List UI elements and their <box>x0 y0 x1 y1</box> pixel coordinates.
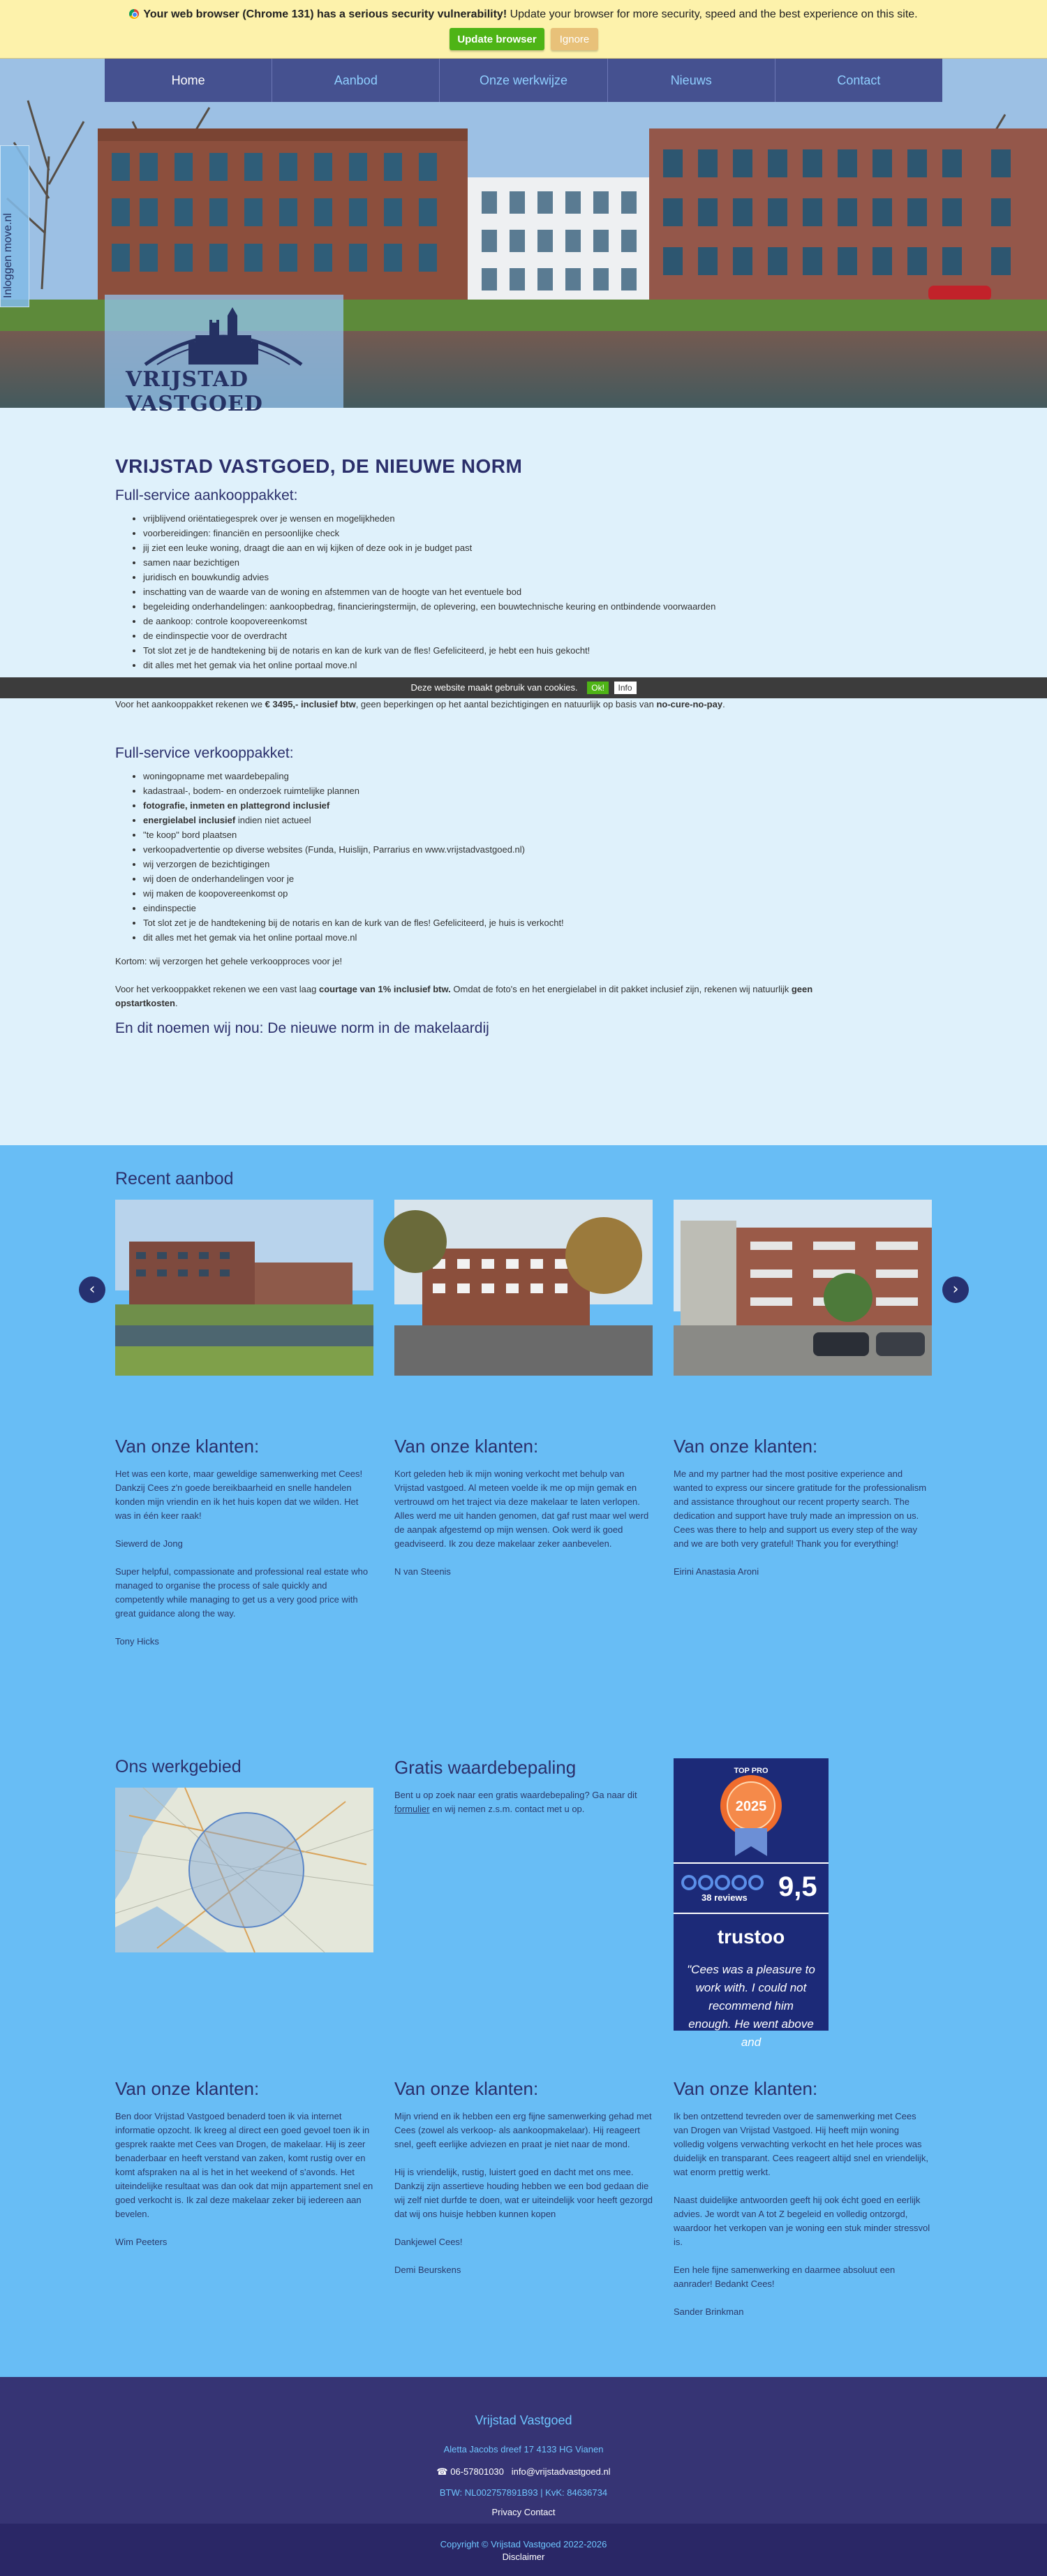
trustoo-quote: "Cees was a pleasure to work with. I could not recommend him enough. He went above and <box>687 1963 815 2049</box>
footer-privacy-link[interactable]: Privacy Contact <box>491 2507 556 2517</box>
list-item: • eindinspectie <box>143 901 939 915</box>
energie-suffix: indien niet actueel <box>235 815 311 825</box>
price-bold: no-cure-no-pay <box>656 699 723 709</box>
list-item: • fotografie, inmeten en plattegrond inclusief <box>143 798 939 813</box>
cookie-info-button[interactable]: Info <box>614 682 637 694</box>
list-item: • inschatting van de waarde van de woning en afstemmen van de hoogte van het eventuele bod <box>143 584 939 599</box>
list-item <box>143 813 939 827</box>
carousel-prev-button[interactable]: ‹ <box>79 1276 105 1303</box>
footer-address: Aletta Jacobs dreef 17 4133 HG Vianen <box>443 2444 604 2454</box>
disclaimer-link[interactable]: Disclaimer <box>502 2552 545 2562</box>
list-item: • dit alles met het gemak via het online portaal move.nl <box>143 658 939 672</box>
nav-nieuws[interactable]: Nieuws <box>608 59 775 102</box>
login-move-tab[interactable] <box>0 145 29 307</box>
footer-email[interactable]: info@vrijstadvastgoed.nl <box>511 2466 611 2477</box>
kortom-text: Kortom: wij verzorgen het gehele verkoopproces voor je! <box>115 956 343 966</box>
aankoop-price <box>115 698 939 712</box>
update-message <box>0 8 1047 21</box>
review-text: Het was een korte, maar geweldige samenwerking met Cees! Dankzij Cees z'n goede bereikbaarheid en snelle handelen konden mijn vriendin en ik het huis kopen dat we wilden. Het was in één keer raak! <box>115 1469 363 1521</box>
update-warning-bold: Your web browser (Chrome 131) has a serious security vulnerability! <box>143 8 507 20</box>
aankoop-list <box>115 511 939 672</box>
review-card <box>115 2078 373 2263</box>
recent-aanbod-title: Recent aanbod <box>115 1169 234 1188</box>
price-text: Voor het aankooppakket rekenen we <box>115 699 265 709</box>
trustoo-brand: trustoo <box>717 1926 785 1948</box>
review-text: Hij is vriendelijk, rustig, luistert goed en dacht met ons mee. Dankzij zijn assertieve houding hebben we een bod gedaan die wij zelf niet durfde te doen, wat er uiteindelijk voor heeft gezorgd dat wij ons huisje hebben kunnen kopen <box>394 2167 653 2219</box>
castle-logo-icon <box>105 295 343 371</box>
review-card <box>394 1436 653 1593</box>
review-author: Eirini Anastasia Aroni <box>674 1566 759 1577</box>
list-item: • voorbereidingen: financiën en persoonlijke check <box>143 526 939 540</box>
review-card <box>674 2078 932 2333</box>
review-text: Dankjewel Cees! <box>394 2237 463 2247</box>
carousel-next-button[interactable]: › <box>942 1276 969 1303</box>
waardebepaling-title: Gratis waardebepaling <box>394 1757 577 1778</box>
list-item: • dit alles met het gemak via het online portaal move.nl <box>143 930 939 945</box>
list-item: • wij maken de koopovereenkomst op <box>143 886 939 901</box>
hero-banner <box>0 59 1047 416</box>
review-text: Super helpful, compassionate and professional real estate who managed to organise the process of sale quickly and competently while managing to get us a very good price with great guidance along the way. <box>115 1566 369 1619</box>
review-author: Sander Brinkman <box>674 2306 744 2317</box>
review-author: Demi Beurskens <box>394 2265 461 2275</box>
trustoo-reviews: 38 reviews <box>701 1892 748 1903</box>
price-text: . <box>722 699 725 709</box>
review-text: Een hele fijne samenwerking en daarmee absoluut een aanrader! Bedankt Cees! <box>674 2265 896 2289</box>
review-text: Ben door Vrijstad Vastgoed benaderd toen ik via internet informatie opzocht. Ik kreeg al direct een goed gevoel toen ik in gesprek raakte met Cees van Drogen, de makelaar. Hij is zeer benaderbaar en heeft verstand van zaken, komt rustig over en komt afspraken na al is het in het weekend of s'avonds. Het uiteindelijke resultaat was dan ook dat mijn appartement snel en goed verkocht is. Ik zal deze makelaar zeker bij iedereen aan bevelen. <box>115 2111 373 2219</box>
intro-section <box>115 455 939 1037</box>
list-item: • vrijblijvend oriëntatiegesprek over je wensen en mogelijkheden <box>143 511 939 526</box>
review-author: N van Steenis <box>394 1566 451 1577</box>
footer <box>0 2377 1047 2524</box>
list-item: • wij doen de onderhandelingen voor je <box>143 871 939 886</box>
werkgebied-map[interactable] <box>115 1788 373 1952</box>
closing-heading: En dit noemen wij nou: De nieuwe norm in de makelaardij <box>115 1020 489 1036</box>
property-card-3[interactable] <box>674 1200 932 1376</box>
price-text: . <box>174 998 178 1008</box>
logo-text: VRIJSTAD VASTGOED <box>126 367 263 416</box>
price-bold: geen opstartkosten <box>115 984 813 1008</box>
review-heading: Van onze klanten: <box>394 1436 539 1457</box>
browser-update-bar <box>0 0 1047 59</box>
chrome-icon <box>129 9 139 19</box>
review-text: Kort geleden heb ik mijn woning verkocht met behulp van Vrijstad vastgoed. Al meteen voelde ik me op mijn gemak en vertrouwd om het traject via deze makelaar te laten verlopen. Alles werd me uit handen genomen, dat gaf rust maar wel werd de aanpak afgestemd op mijn wensen. Ook werd ik goed geadviseerd. Ik zou deze makelaar zeker aanbevelen. <box>394 1469 649 1549</box>
login-label: Inloggen move.nl <box>2 213 14 298</box>
review-card <box>394 2078 653 2291</box>
list-item: • wij verzorgen de bezichtigingen <box>143 857 939 871</box>
price-text: Omdat de foto's en het energielabel in dit pakket inclusief zijn, rekenen wij natuurlijk <box>450 984 792 994</box>
nav-onze-werkwijze[interactable]: Onze werkwijze <box>440 59 607 102</box>
werkgebied-title: Ons werkgebied <box>115 1757 242 1776</box>
list-item: • de eindinspectie voor de overdracht <box>143 628 939 643</box>
list-item: • Tot slot zet je de handtekening bij de notaris en kan de kurk van de fles! Gefeliciteerd, je huis is verkocht! <box>143 915 939 930</box>
verkoop-price <box>115 982 876 1010</box>
trustoo-year: 2025 <box>735 1799 767 1814</box>
list-item: • Tot slot zet je de handtekening bij de notaris en kan de kurk van de fles! Gefeliciteerd, je hebt een huis gekocht! <box>143 643 939 658</box>
subfooter <box>0 2524 1047 2576</box>
review-heading: Van onze klanten: <box>115 2078 260 2099</box>
phone-icon: ☎ <box>436 2466 448 2477</box>
update-warning-text: Update your browser for more security, speed and the best experience on this site. <box>507 8 918 20</box>
list-item: • samen naar bezichtigen <box>143 555 939 570</box>
waarde-text: Bent u op zoek naar een gratis waardebepaling? Ga naar dit <box>394 1790 637 1800</box>
list-item: • begeleiding onderhandelingen: aankoopbedrag, financieringstermijn, de oplevering, een bouwtechnische keuring en ontbindende voorwaarden <box>143 599 939 614</box>
footer-title: Vrijstad Vastgoed <box>475 2413 572 2427</box>
energie-bold: energielabel inclusief <box>143 815 236 825</box>
verkoop-heading: Full-service verkooppakket: <box>115 745 294 761</box>
price-text: Voor het verkooppakket rekenen we een vast laag <box>115 984 319 994</box>
verkoop-list <box>115 769 939 945</box>
review-heading: Van onze klanten: <box>115 1436 260 1457</box>
waarde-text: en wij nemen z.s.m. contact met u op. <box>429 1804 585 1814</box>
review-card <box>674 1436 932 1593</box>
list-item: • kadastraal-, bodem- en onderzoek ruimtelijke plannen <box>143 783 939 798</box>
cookie-ok-button[interactable]: Ok! <box>587 682 609 694</box>
review-heading: Van onze klanten: <box>674 2078 818 2099</box>
review-heading: Van onze klanten: <box>394 2078 539 2099</box>
logo[interactable] <box>105 295 343 416</box>
review-author: Wim Peeters <box>115 2237 168 2247</box>
property-photo <box>115 1200 373 1376</box>
review-text: Ik ben ontzettend tevreden over de samenwerking met Cees van Drogen van Vrijstad Vastgoed. Hij heeft mijn woning volledig volgens verwachting verkocht en het hele proces was duidelijk en transparant. Cees reageert altijd snel en vriendelijk, wat enorm prettig werkt. <box>674 2111 928 2177</box>
nav-contact[interactable]: Contact <box>837 73 881 87</box>
cookie-text: Deze website maakt gebruik van cookies. <box>410 682 578 693</box>
review-text: Mijn vriend en ik hebben een erg fijne samenwerking gehad met Cees (zowel als verkoop- als aankoopmakelaar). Hij reageert snel, geeft eerlijke adviezen en praat je niet naar de mond. <box>394 2111 652 2149</box>
trustoo-widget[interactable] <box>674 1758 829 2049</box>
price-bold: € 3495,- inclusief btw <box>265 699 356 709</box>
review-text: Me and my partner had the most positive experience and wanted to express our sincere gratitude for the professionalism and assistance throughout our recent property search. The dedication and support have truly made an impression on us. Cees was there to help and support us every step of the way and we are both very grateful! Thank you for everything! <box>674 1469 927 1549</box>
trustoo-top-pro: TOP PRO <box>734 1767 768 1775</box>
list-item: • woningopname met waardebepaling <box>143 769 939 783</box>
waardebepaling-block <box>394 1757 653 1830</box>
ignore-button[interactable]: Ignore <box>551 28 598 50</box>
nav-home[interactable]: Home <box>105 59 272 102</box>
review-author: Tony Hicks <box>115 1636 159 1647</box>
aankoop-heading: Full-service aankooppakket: <box>115 487 298 503</box>
main-nav <box>105 59 942 102</box>
footer-btw: BTW: NL002757891B93 | KvK: 84636734 <box>439 2487 608 2498</box>
price-text: , geen beperkingen op het aantal bezichtigingen en natuurlijk op basis van <box>355 699 657 709</box>
list-item: • jij ziet een leuke woning, draagt die aan en wij kijken of deze ook in je budget past <box>143 540 939 555</box>
list-item: • "te koop" bord plaatsen <box>143 827 939 842</box>
review-text: Naast duidelijke antwoorden geeft hij ook écht goed en eerlijk advies. Je wordt van A tot Z begeleid en volledig ontzorgd, waardoor het verkopen van je woning een stuk minder stressvol is. <box>674 2195 930 2247</box>
review-card <box>115 1436 373 1663</box>
list-item: • de aankoop: controle koopovereenkomst <box>143 614 939 628</box>
review-heading: Van onze klanten: <box>674 1436 818 1457</box>
list-item: • juridisch en bouwkundig advies <box>143 570 939 584</box>
map-image <box>115 1788 373 1952</box>
footer-phone[interactable]: 06-57801030 <box>450 2466 504 2477</box>
review-author: Siewerd de Jong <box>115 1538 183 1549</box>
copyright: Copyright © Vrijstad Vastgoed 2022-2026 <box>440 2539 607 2549</box>
update-browser-button[interactable]: Update browser <box>450 28 544 50</box>
list-item: • verkoopadvertentie op diverse websites (Funda, Huislijn, Parrarius en www.vrijstadvastgoed.nl) <box>143 842 939 857</box>
cookie-bar <box>0 677 1047 698</box>
property-photo <box>394 1200 653 1376</box>
property-card-1[interactable] <box>115 1200 373 1376</box>
property-photo <box>674 1200 932 1376</box>
waardebepaling-text <box>394 1788 653 1816</box>
footer-contact <box>0 2466 1047 2478</box>
price-bold: courtage van 1% inclusief btw. <box>318 984 451 994</box>
page-title: VRIJSTAD VASTGOED, DE NIEUWE NORM <box>115 455 523 477</box>
nav-aanbod[interactable]: Aanbod <box>272 59 440 102</box>
trustoo-score: 9,5 <box>778 1871 817 1902</box>
formulier-link[interactable]: formulier <box>394 1804 430 1814</box>
property-card-2[interactable] <box>394 1200 653 1376</box>
